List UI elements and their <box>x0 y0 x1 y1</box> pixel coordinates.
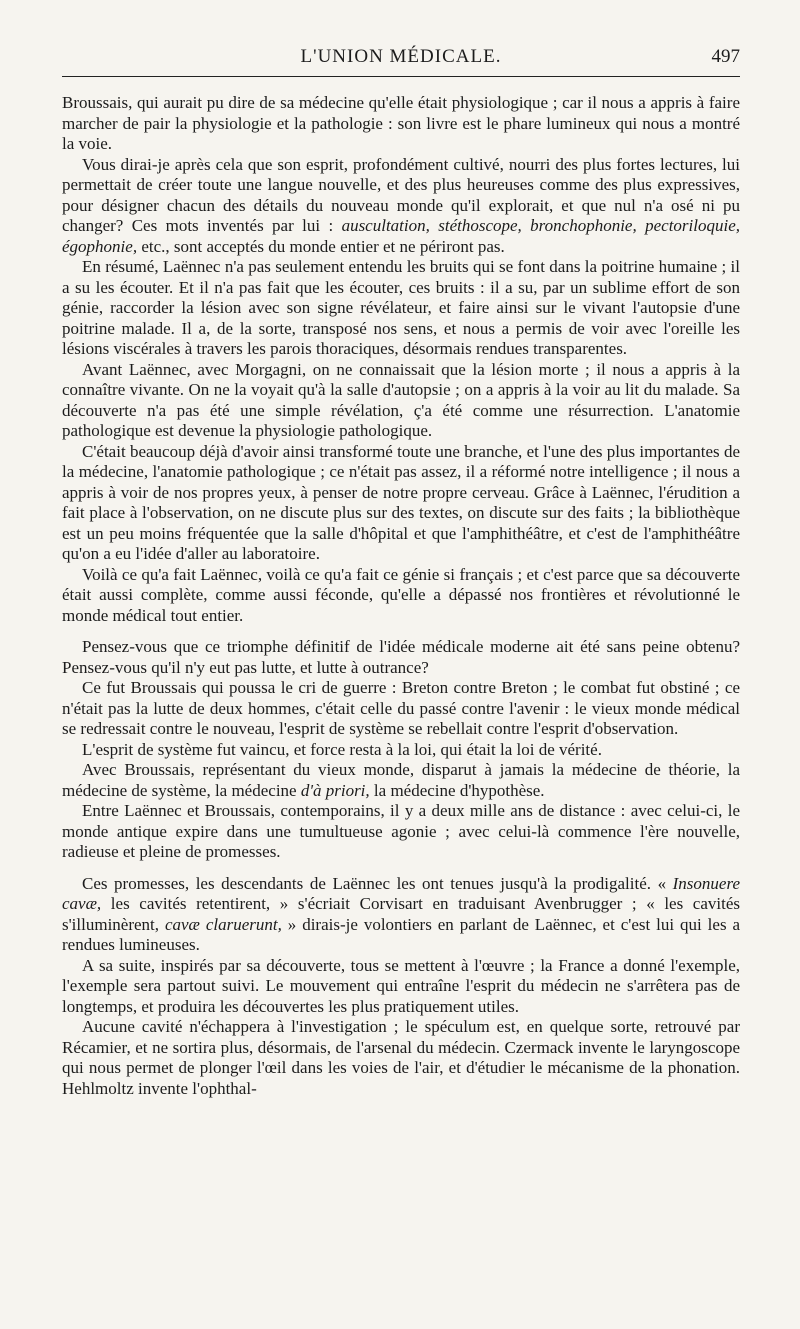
paragraph: Ce fut Broussais qui poussa le cri de guerre : Breton contre Breton ; le combat fut obstiné ; ce n'était pas la lutte de deux hommes, c'était celle du passé contre l'avenir : le vieux monde médical se redressait contre le nouveau, l'esprit de système se rebellait contre l'esprit d'observation. <box>62 678 740 738</box>
paragraph: A sa suite, inspirés par sa découverte, tous se mettent à l'œuvre ; la France a donné l'exemple, l'exemple sera partout suivi. Le mouvement qui entraîne l'esprit du médecin ne s'arrêtera pas de longtemps, et produira les découvertes les plus pratiquement utiles. <box>62 955 740 1016</box>
paragraph: Voilà ce qu'a fait Laënnec, voilà ce qu'a fait ce génie si français ; et c'est parce que sa découverte était aussi complète, comme aussi féconde, qu'elle a dépassé nos frontières et révolutionné le monde médical tout entier. <box>62 564 740 625</box>
paragraph: En résumé, Laënnec n'a pas seulement entendu les bruits qui se font dans la poitrine humaine ; il a su les écouter. Et il n'a pas fait que les écouter, ces bruits : il a su, par un sublime effort de son génie, raccorder la lésion avec son signe révélateur, et faire ainsi sur le vivant l'autopsie d'une poitrine malade. Il a, de la sorte, transposé nos sens, et nous a permis de voir avec l'oreille les lésions viscérales à travers les parois thoraciques, désormais rendues transparentes. <box>62 257 740 358</box>
italic-term: d'à priori, <box>300 780 370 800</box>
paragraph: Ces promesses, les descendants de Laënnec les ont tenues jusqu'à la prodigalité. « Insonuere cavæ, les cavités retentirent, » s'écriait Corvisart en traduisant Avenbrugger ; « les cavités s'illuminèrent, cavæ claruerunt, » dirais-je volontiers en parlant de Laënnec, et c'est lui qui les a rendues lumineuses. <box>62 873 741 954</box>
paragraph: Avec Broussais, représentant du vieux monde, disparut à jamais la médecine de théorie, la médecine de système, la médecine d'à priori, la médecine d'hypothèse. <box>62 760 740 800</box>
journal-title: L'UNION MÉDICALE. <box>300 46 502 67</box>
paragraph: C'était beaucoup déjà d'avoir ainsi transformé toute une branche, et l'une des plus importantes de la médecine, l'anatomie pathologique ; ce n'était pas assez, il a réformé notre intelligence ; il nous a appris à voir de nos propres yeux, à penser de notre propre cerveau. Grâce à Laënnec, l'érudition a fait place à l'observation, on ne discute plus sur des textes, on discute sur des faits ; la bibliothèque est un peu moins fréquentée que la salle d'hôpital et que l'amphithéâtre, et c'est de l'amphithéâtre qu'on a eu l'idée d'aller au laboratoire. <box>62 441 740 563</box>
header-rule <box>62 76 740 77</box>
paragraph: Entre Laënnec et Broussais, contemporains, il y a deux mille ans de distance : avec celui-ci, le monde antique expire dans une tumultueuse agonie ; avec celui-là commence l'ère nouvelle, radieuse et pleine de promesses. <box>62 801 740 861</box>
latin-quote: cavæ claruerunt, <box>164 914 282 934</box>
italic-terms: auscultation, stéthoscope, bronchophonie, pectoriloquie, égophonie, <box>62 216 740 256</box>
paragraph: Broussais, qui aurait pu dire de sa médecine qu'elle était physiologique ; car il nous a appris à faire marcher de pair la physiologie et la pathologie : son livre est le phare lumineux qui nous a montré la voie. <box>62 93 740 153</box>
paragraph: L'esprit de système fut vaincu, et force resta à la loi, qui était la loi de vérité. <box>82 739 602 759</box>
paragraph: Avant Laënnec, avec Morgagni, on ne connaissait que la lésion morte ; il nous a appris à la connaître vivante. On ne la voyait qu'à la salle d'autopsie ; on a appris à la voir au lit du malade. Sa découverte n'a pas été une simple révélation, ç'a été comme une résurrection. L'anatomie pathologique est devenue la physiologie pathologique. <box>62 359 740 440</box>
paragraph: Aucune cavité n'échappera à l'investigation ; le spéculum est, en quelque sorte, retrouvé par Récamier, et ne sortira plus, désormais, de l'arsenal du médecin. Czermack invente le laryngoscope qui nous permet de plonger l'œil dans les voies de l'air, et d'étudier le mécanisme de la phonation. Hehlmoltz invente l'ophthal- <box>62 1017 740 1098</box>
paragraph: Pensez-vous que ce triomphe définitif de l'idée médicale moderne ait été sans peine obtenu? Pensez-vous qu'il n'y eut pas lutte, et lutte à outrance? <box>62 637 740 677</box>
article-body <box>62 93 740 1099</box>
page-number: 497 <box>711 46 740 67</box>
paragraph: Vous dirai-je après cela que son esprit, profondément cultivé, nourri des plus fortes lectures, lui permettait de créer toute une langue nouvelle, et des plus heureuses comme des plus expressives, pour désigner chacun des détails du nouveau monde qu'il explorait, et que nul n'a osé ni pu changer? Ces mots inventés par lui : auscultation, stéthoscope, bronchophonie, pectoriloquie, égophonie, etc., sont acceptés du monde entier et ne périront pas. <box>62 154 740 256</box>
running-header <box>62 46 740 80</box>
latin-quote: Insonuere cavæ, <box>62 873 740 913</box>
